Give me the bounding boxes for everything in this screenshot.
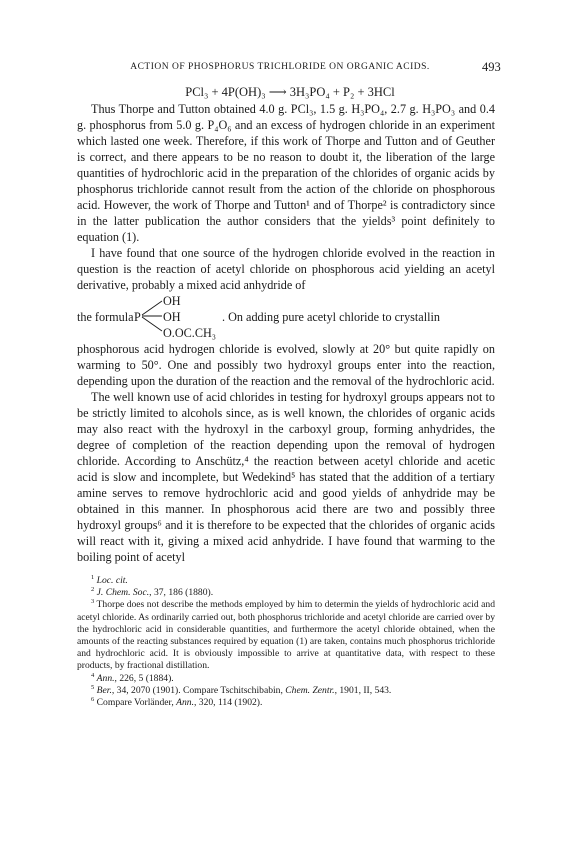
footnote-text-2: , 1901, II, 543. [334, 684, 392, 696]
article-body [77, 101, 495, 709]
formula-group-acetoxy: O.OC.CH₃ [163, 326, 217, 340]
paragraph-acetyl-chloride-lead: I have found that one source of the hydrogen chloride evolved in the reaction in question is the reaction of acetyl chloride on phosphorous acid yielding an acetyl derivative, probably a mixed acid anhydride of [77, 246, 495, 292]
footnote-separator [77, 565, 495, 575]
footnote-mark: 5 [91, 683, 95, 691]
formula-tail-text: . On adding pure acetyl chloride to crystallin [222, 310, 440, 324]
footnote-6 [77, 697, 495, 709]
formula-central-atom: P [134, 310, 141, 324]
formula-group-hydroxyl-1: OH [163, 294, 181, 308]
footnote-1 [77, 575, 495, 587]
footnote-journal: Ann. [176, 697, 194, 709]
page-number: 493 [482, 60, 501, 74]
footnote-text: , 226, 5 (1884). [114, 672, 174, 684]
footnote-mark: 6 [91, 695, 95, 703]
footnote-journal: J. Chem. Soc. [96, 587, 150, 599]
footnote-4 [77, 673, 495, 685]
running-title: ACTION OF PHOSPHORUS TRICHLORIDE ON ORGANIC ACIDS. [130, 62, 430, 72]
footnote-mark: 2 [91, 586, 95, 594]
footnote-journal: Ann. [96, 672, 115, 684]
footnote-journal: Ber. [96, 684, 112, 696]
formula-lead: the formula [77, 310, 134, 324]
paragraph-acetyl-chloride-rest: phosphorous acid hydrogen chloride is evolved, slowly at 20° but quite rapidly on warming to 50°. One and possibly two hydroxyl groups enter into the reaction, depending upon the duration of the reaction and the removal of the hydrochloric acid. [77, 342, 495, 388]
footnote-3 [77, 599, 495, 672]
reaction-equation: PCl₃ + 4P(OH)₃ ⟶ 3H₃PO₄ + P₂ + 3HCl [185, 85, 395, 99]
footnote-text: Thorpe does not describe the methods employed by him to determin the yields of hydrochloric acid and acetyl chloride. As ordinarily carried out, both phosphorus trichloride and acetyl chloride are carried over by the hydrochloric acid in considerable quantities, and furthermore the acetyl chloride obtained, when the amounts of the reacting substances required by equation (1) are taken, contains much phosphorus trichloride and hydrochloric acid. It is obviously impossible to arrive at quantitative data, with respect to these products, by fractional distillation. [77, 599, 495, 672]
footnote-text: , 34, 2070 (1901). Compare Tschitschibabin, [111, 684, 286, 696]
footnote-2 [77, 587, 495, 599]
footnote-lead: Compare Vorländer, [96, 697, 177, 709]
footnote-mark: 3 [91, 598, 95, 606]
footnote-5 [77, 685, 495, 697]
formula-group-hydroxyl-2: OH [163, 310, 181, 324]
footnote-text: Loc. cit. [96, 575, 128, 586]
formula-bonds [141, 295, 165, 339]
footnote-mark: 1 [91, 573, 95, 581]
running-header [0, 62, 573, 78]
paragraph-acid-chlorides: The well known use of acid chlorides in testing for hydroxyl groups appears not to be strictly limited to alcohols since, as is well known, the chlorides of organic acids may also react with the hydroxyl in the carboxyl group, forming anhydrides, the degree of completion of the reaction depending upon the removal of hydrogen chloride. According to Anschütz,⁴ the reaction between acetyl chloride and acetic acid is slow and incomplete, but Wedekind⁵ has stated that the addition of a tertiary amine serves to remove hydrochloric acid and good yields of anhydride may be obtained in this manner. In phosphorous acid there are two and possibly three hydroxyl groups⁶ and it is therefore to be expected that the chlorides of organic acids will react with it, giving a mixed acid anhydride. I have found that warming to the boiling point of acetyl [77, 390, 495, 564]
footnote-journal-2: Chem. Zentr. [285, 684, 335, 696]
footnote-mark: 4 [91, 671, 95, 679]
footnote-text: , 320, 114 (1902). [193, 697, 263, 709]
structural-formula-line [77, 293, 495, 341]
paragraph-thorpe-tutton: Thus Thorpe and Tutton obtained 4.0 g. PCl₃, 1.5 g. H₃PO₄, 2.7 g. H₃PO₃ and 0.4 g. phosphorus from 5.0 g. P₄O₆ and an excess of hydrogen chloride in an experiment which lasted one week. Therefore, if this work of Thorpe and Tutton and of Geuther is correct, and there appears to be no reason to doubt it, the liberation of the large quantities of hydrochloric acid in the preparation of the chlorides of organic acids by phosphorus trichloride cannot result from the action of the chloride on phosphorous acid. However, the work of Thorpe and Tutton¹ and of Thorpe² is contradictory since in the latter publication the author considers that the yields³ point definitely to equation (1). [77, 102, 495, 244]
footnote-text: , 37, 186 (1880). [149, 587, 214, 599]
